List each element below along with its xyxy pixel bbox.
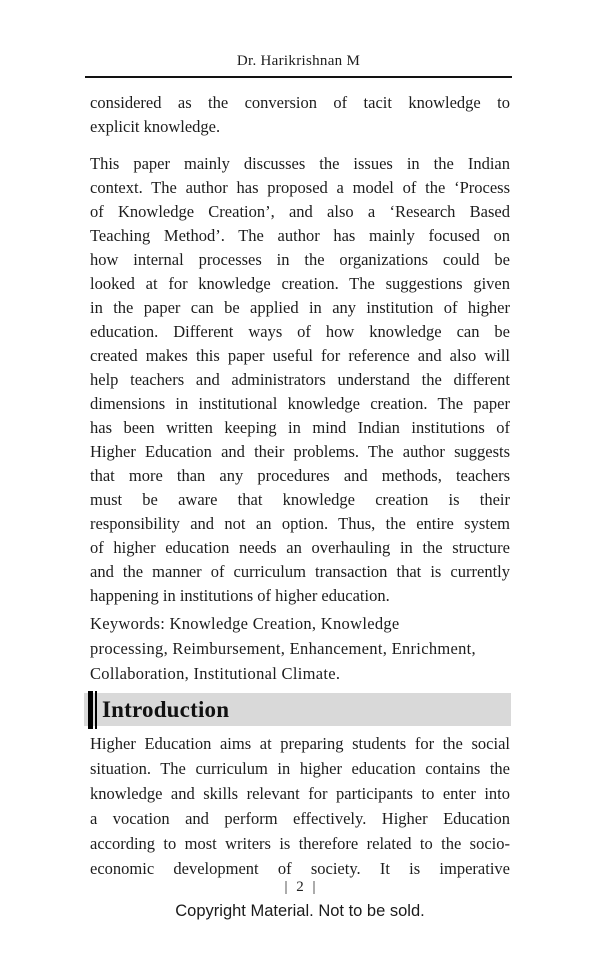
text-line: knowledge and skills relevant for participants to enter into bbox=[90, 784, 510, 803]
page-number: | 2 | bbox=[284, 879, 316, 895]
text-line: economic development of society. It is imperative bbox=[90, 859, 510, 878]
text-line: created makes this paper useful for reference and also will bbox=[90, 346, 510, 365]
text-line: and the manner of curriculum transaction that is currently bbox=[90, 562, 510, 581]
text-line: education. Different ways of how knowledge can be bbox=[90, 322, 510, 341]
heading-bar-thick bbox=[88, 691, 93, 729]
text-line: considered as the conversion of tacit knowledge to bbox=[90, 93, 510, 112]
text-line: Higher Education aims at preparing students for the social bbox=[90, 734, 510, 753]
text-line: Keywords: Knowledge Creation, Knowledge bbox=[90, 614, 400, 633]
text-line: situation. The curriculum in higher education contains the bbox=[90, 759, 510, 778]
page-body bbox=[90, 91, 510, 881]
text-line: processing, Reimbursement, Enhancement, Enrichment, bbox=[90, 639, 476, 658]
text-line: has been written keeping in mind Indian institutions of bbox=[90, 418, 510, 437]
section-title: Introduction bbox=[102, 696, 230, 722]
text-line: This paper mainly discusses the issues in the Indian bbox=[90, 154, 510, 173]
text-line: that more than any procedures and methods, teachers bbox=[90, 466, 510, 485]
heading-bar-thin bbox=[95, 691, 97, 729]
section-heading-introduction bbox=[84, 693, 511, 726]
heading-marker-bars-icon bbox=[88, 693, 97, 726]
paragraph-abstract bbox=[90, 152, 510, 608]
text-line: of Knowledge Creation’, and also a ‘Research Based bbox=[90, 202, 510, 221]
text-line: responsibility and not an option. Thus, the entire system bbox=[90, 514, 510, 533]
text-line: in the paper can be applied in any institution of higher bbox=[90, 298, 510, 317]
text-line: Higher Education and their problems. The author suggests bbox=[90, 442, 510, 461]
paragraph-tacit-knowledge bbox=[90, 91, 510, 139]
text-line: of higher education needs an overhauling in the structure bbox=[90, 538, 510, 557]
paragraph-keywords bbox=[90, 611, 510, 686]
text-line: a vocation and perform effectively. Higher Education bbox=[90, 809, 510, 828]
text-line: according to most writers is therefore related to the socio- bbox=[90, 834, 510, 853]
text-line: Collaboration, Institutional Climate. bbox=[90, 664, 341, 683]
text-line: context. The author has proposed a model of the ‘Process bbox=[90, 178, 510, 197]
text-line: dimensions in institutional knowledge creation. The paper bbox=[90, 394, 510, 413]
copyright-notice: Copyright Material. Not to be sold. bbox=[175, 902, 425, 920]
running-header bbox=[85, 52, 512, 78]
text-line: looked at for knowledge creation. The suggestions given bbox=[90, 274, 510, 293]
text-line: explicit knowledge. bbox=[90, 117, 221, 136]
text-line: how internal processes in the organizations could be bbox=[90, 250, 510, 269]
text-line: Teaching Method’. The author has mainly focused on bbox=[90, 226, 510, 245]
paragraph-introduction-body bbox=[90, 731, 510, 881]
running-header-author: Dr. Harikrishnan M bbox=[236, 53, 361, 69]
text-line: must be aware that knowledge creation is their bbox=[90, 490, 510, 509]
text-line: help teachers and administrators understand the different bbox=[90, 370, 510, 389]
text-line: happening in institutions of higher education. bbox=[90, 586, 390, 605]
